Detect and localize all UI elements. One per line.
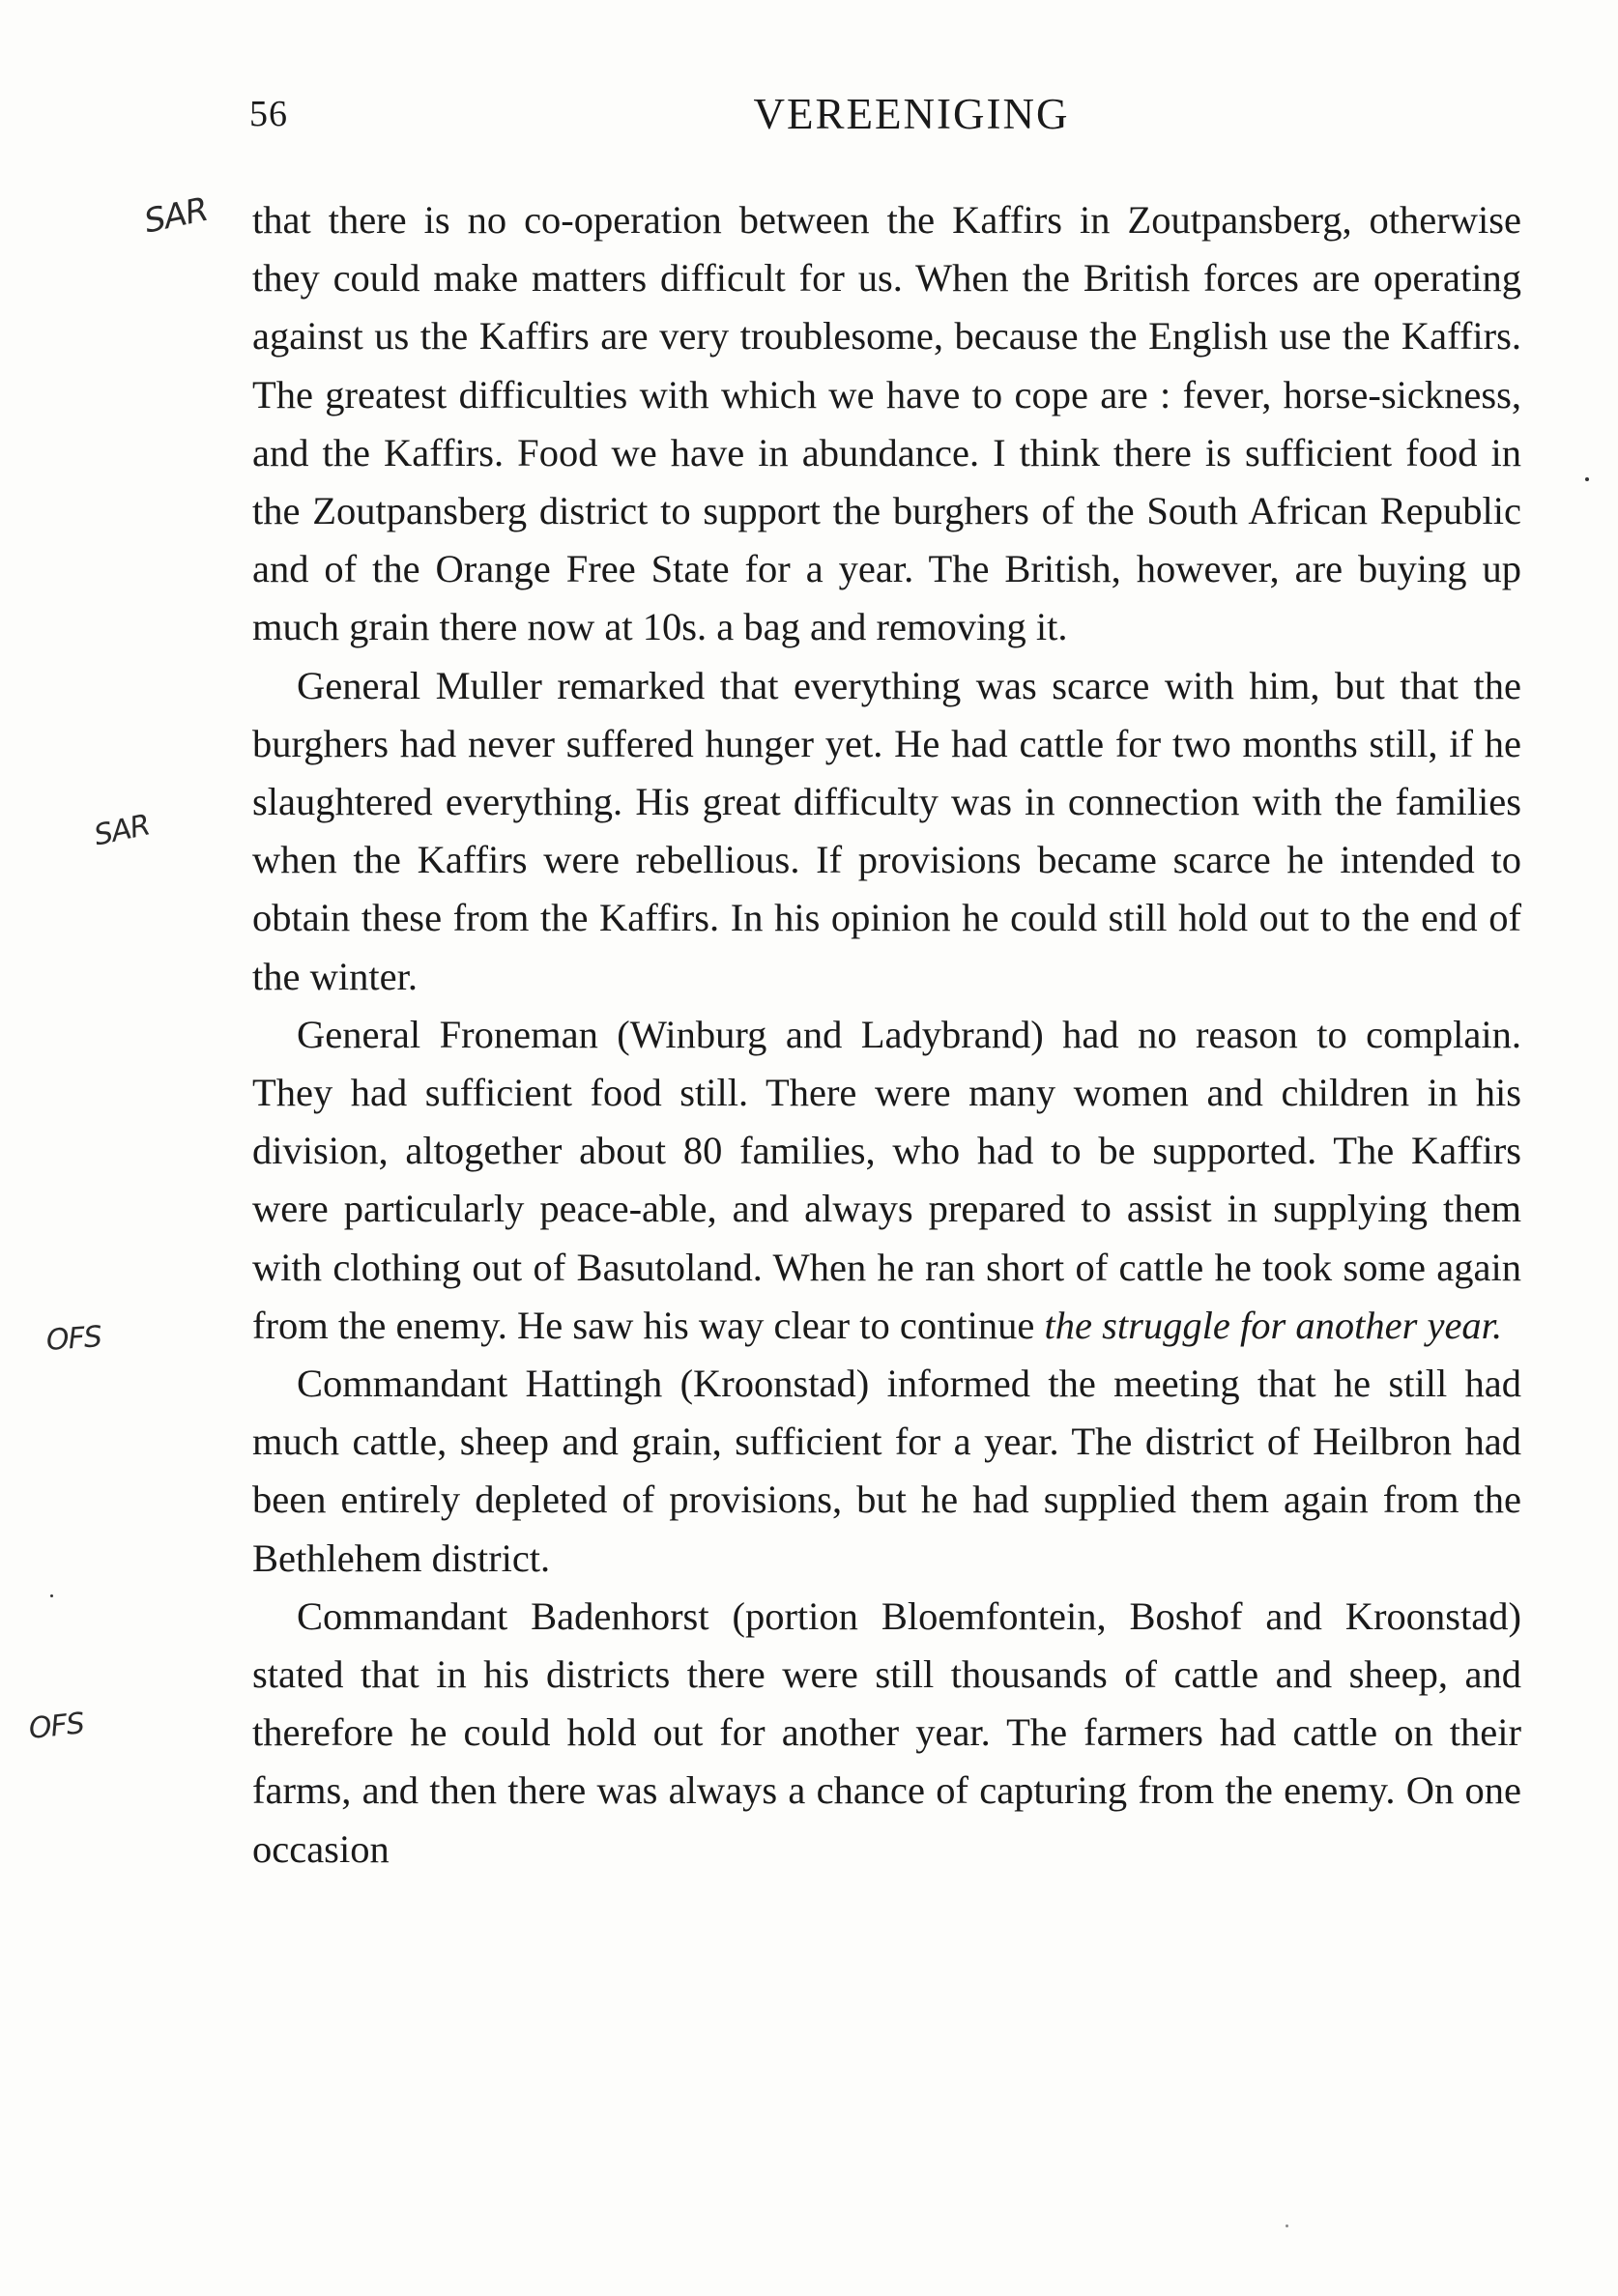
margin-note-ofs-1: OFS xyxy=(44,1320,103,1358)
paragraph-froneman xyxy=(252,1006,1521,1355)
paragraph-froneman-italic: the struggle for another year. xyxy=(1044,1303,1503,1347)
paragraph-continued: that there is no co-operation between the Kaffirs in Zoutpansberg, otherwise they could make matters difficult for us. When the British forces are operating against us the Kaffirs are very troublesome, because the English use the Kaffirs. The greatest difficulties with which we have to cope are : fever, horse-sickness, and the Kaffirs. Food we have in abundance. I think there is sufficient food in the Zoutpansberg district to support the burghers of the South African Republic and of the Orange Free State for a year. The British, however, are buying up much grain there now at 10s. a bag and removing it. xyxy=(252,198,1521,649)
margin-note-sar-1: SAR xyxy=(140,189,212,242)
ink-speck xyxy=(1585,477,1589,481)
page-number: 56 xyxy=(249,94,288,134)
paragraph-muller: General Muller remarked that everything was scarce with him, but that the burghers had never suffered hunger yet. He had cattle for two months still, if he slaughtered everything. His great difficulty was in connection with the families when the Kaffirs were rebellious. If provisions became scarce he intended to obtain these from the Kaffirs. In his opinion he could still hold out to the end of the winter. xyxy=(252,663,1521,998)
margin-note-ofs-2: OFS xyxy=(27,1707,86,1746)
ink-speck xyxy=(50,1594,53,1597)
running-title: VEREENIGING xyxy=(753,90,1070,138)
running-head xyxy=(249,89,1535,147)
paragraph-froneman-text: General Froneman (Winburg and Ladybrand) had no reason to complain. They had sufficient food still. There were many women and children in his division, altogether about 80 families, who had to be supported. The Kaffirs were particularly peace-able, and always prepared to assist in supplying them with clothing out of Basutoland. When he ran short of cattle he took some again from the enemy. He saw his way clear to continue xyxy=(252,1012,1521,1347)
paragraph-hattingh: Commandant Hattingh (Kroonstad) informed the meeting that he still had much cattle, sheep and grain, sufficient for a year. The district of Heilbron had been entirely depleted of provisions, but he had supplied them again from the Bethlehem district. xyxy=(252,1362,1521,1580)
margin-note-sar-2: SAR xyxy=(91,808,153,853)
body-text xyxy=(252,191,1521,1879)
ink-speck xyxy=(1286,2224,1288,2227)
paragraph-badenhorst: Commandant Badenhorst (portion Bloemfontein, Boshof and Kroonstad) stated that in his districts there were still thousands of cattle and sheep, and therefore he could hold out for another year. The farmers had cattle on their farms, and then there was always a chance of capturing from the enemy. On one occasion xyxy=(252,1593,1521,1871)
